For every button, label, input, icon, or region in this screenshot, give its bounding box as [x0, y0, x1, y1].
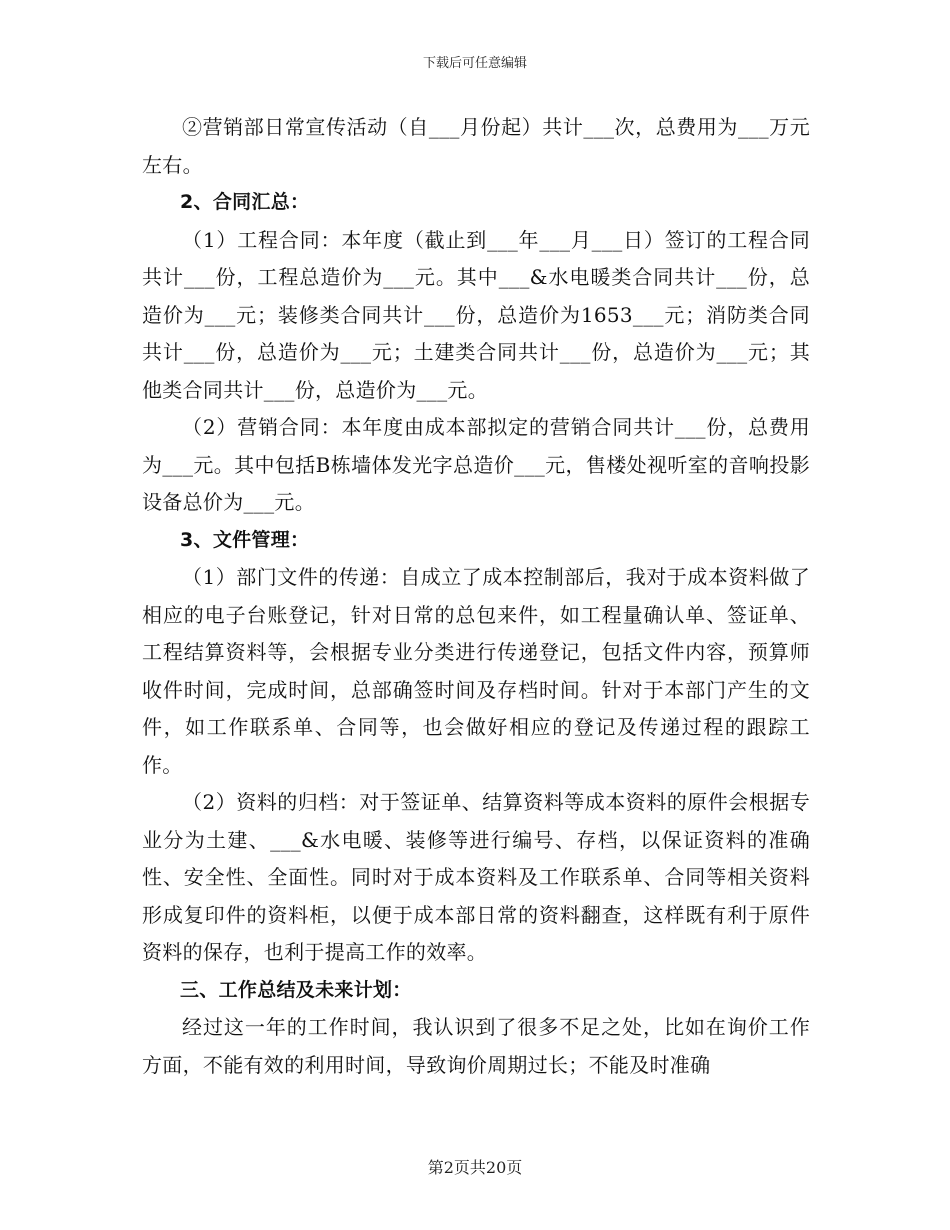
paragraph: ②营销部日常宣传活动（自___月份起）共计___次，总费用为___万元左右。 [142, 115, 810, 177]
section-heading: 3、文件管理： [180, 528, 310, 551]
page-header: 下载后可任意编辑 [422, 56, 527, 71]
document-body [142, 109, 810, 1084]
section-heading: 2、合同汇总： [180, 191, 310, 213]
paragraph: 经过这一年的工作时间，我认识到了很多不足之处，比如在询价工作方面，不能有效的利用时间，导致询价周期过长；不能及时准确 [142, 1015, 810, 1077]
section-heading: 三、工作总结及未来计划： [180, 978, 412, 1001]
paragraph: （1）工程合同：本年度（截止到___年___月___日）签订的工程合同共计___份，工程总造价为___元。其中___&水电暖类合同共计___份，总造价为___元；装修类合同共计___份，总造价为1653___元；消防类合同共计___份，总造价为___元；土建类合同共计___份，总造价为___元；其他类合同共计___份，总造价为___元。 [142, 227, 810, 402]
page-footer: 第2页共20页 [427, 1158, 523, 1177]
paragraph: （2）营销合同：本年度由成本部拟定的营销合同共计___份，总费用为___元。其中包括B栋墙体发光字总造价___元，售楼处视听室的音响投影设备总价为___元。 [142, 415, 810, 514]
paragraph: （2）资料的归档：对于签证单、结算资料等成本资料的原件会根据专业分为土建、___&水电暖、装修等进行编号、存档，以保证资料的准确性、安全性、全面性。同时对于成本资料及工作联系单、合同等相关资料形成复印件的资料柜，以便于成本部日常的资料翻查，这样既有利于原件资料的保存，也利于提高工作的效率。 [142, 790, 810, 964]
paragraph: （1）部门文件的传递：自成立了成本控制部后，我对于成本资料做了相应的电子台账登记，针对日常的总包来件，如工程量确认单、签证单、工程结算资料等，会根据专业分类进行传递登记，包括文件内容，预算师收件时间，完成时间，总部确签时间及存档时间。针对于本部门产生的文件，如工作联系单、合同等，也会做好相应的登记及传递过程的跟踪工作。 [142, 565, 810, 777]
